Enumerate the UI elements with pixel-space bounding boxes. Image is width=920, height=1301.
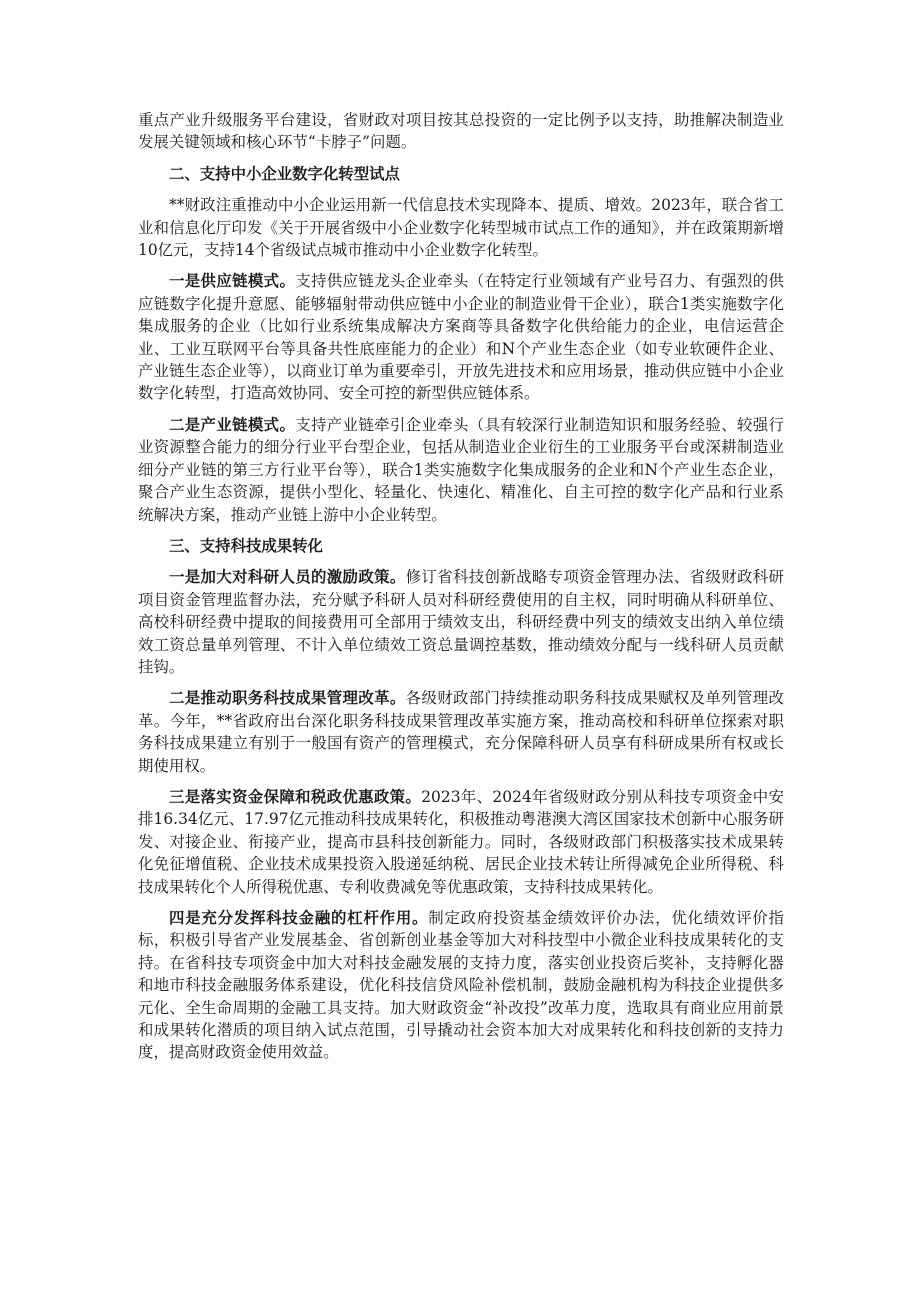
lead-ip-reform: 二是推动职务科技成果管理改革。 (169, 689, 406, 708)
lead-industry-chain: 二是产业链模式。 (169, 415, 296, 434)
paragraph-researcher-incentives (138, 566, 784, 678)
body-ip-reform: 各级财政部门持续推动职务科技成果赋权及单列管理改革。今年，**省政府出台深化职务科技成果管理改革实施方案，推动高校和科研单位探索对职务科技成果建立有别于一般国有资产的管理模式，充分保障科研人员享有科研成果所有权或长期使用权。 (138, 689, 784, 775)
lead-researcher-incentives: 一是加大对科研人员的激励政策。 (169, 568, 406, 587)
paragraph-funding-tax (138, 786, 784, 898)
body-industry-chain: 支持产业链牵引企业牵头（具有较深行业制造知识和服务经验、较强行业资源整合能力的细分行业平台型企业，包括从制造业企业衍生的工业服务平台或深耕制造业细分产业链的第三方行业平台等），联合1类实施数字化集成服务的企业和N个产业生态企业，聚合产业生态资源，提供小型化、轻量化、快速化、精准化、自主可控的数字化产品和行业系统解决方案，推动产业链上游中小企业转型。 (138, 415, 784, 524)
document-page (138, 109, 784, 1064)
section-heading-3: 三、支持科技成果转化 (169, 536, 323, 555)
body-researcher-incentives: 修订省科技创新战略专项资金管理办法、省级财政科研项目资金管理监督办法，充分赋予科研人员对科研经费使用的自主权，同时明确从科研单位、高校科研经费中提取的间接费用可全部用于绩效支出，科研经费中列支的绩效支出纳入单位绩效工资总量单列管理、不计入单位绩效工资总量调控基数，推动绩效分配与一线科研人员贡献挂钩。 (138, 568, 784, 676)
body-funding-tax: 2023年、2024年省级财政分别从科技专项资金中安排16.34亿元、17.97亿元推动科技成果转化，积极推动粤港澳大湾区国家技术创新中心服务研发、对接企业、衔接产业，提高市县科技创新能力。同时，各级财政部门积极落实技术成果转化免征增值税、企业技术成果投资入股递延纳税、居民企业技术转让所得减免企业所得税、科技成果转化个人所得税优惠、专利收费减免等优惠政策，支持科技成果转化。 (138, 787, 784, 896)
section-heading-2: 二、支持中小企业数字化转型试点 (169, 164, 400, 183)
paragraph-ip-reform (138, 687, 784, 777)
paragraph-digital-transformation: **财政注重推动中小企业运用新一代信息技术实现降本、提质、增效。2023年，联合省工业和信息化厅印发《关于开展省级中小企业数字化转型城市试点工作的通知》，并在政策期新增10亿元，支持14个省级试点城市推动中小企业数字化转型。 (138, 196, 784, 260)
body-tech-finance: 制定政府投资基金绩效评价办法，优化绩效评价指标，积极引导省产业发展基金、省创新创业基金等加大对科技型中小微企业科技成果转化的支持。在省科技专项资金中加大对科技金融发展的支持力度，落实创业投资后奖补，支持孵化器和地市科技金融服务体系建设，优化科技信贷风险补偿机制，鼓励金融机构为科技企业提供多元化、全生命周期的金融工具支持。加大财政资金“补改投”改革力度，选取具有商业应用前景和成果转化潜质的项目纳入试点范围，引导撬动社会资本加大对成果转化和科技创新的支持力度，提高财政资金使用效益。 (138, 909, 784, 1062)
lead-supply-chain: 一是供应链模式。 (169, 272, 296, 291)
paragraph-industry-chain-mode (138, 414, 784, 526)
lead-funding-tax: 三是落实资金保障和税政优惠政策。 (169, 787, 422, 806)
lead-tech-finance: 四是充分发挥科技金融的杠杆作用。 (169, 909, 429, 927)
body-supply-chain: 支持供应链龙头企业牵头（在特定行业领域有产业号召力、有强烈的供应链数字化提升意愿、能够辐射带动供应链中小企业的制造业骨干企业），联合1类实施数字化集成服务的企业（比如行业系统集成解决方案商等具备数字化供给能力的企业，电信运营企业、工业互联网平台等具备共性底座能力的企业）和N个产业生态企业（如专业软硬件企业、产业链生态企业等），以商业订单为重要牵引，开放先进技术和应用场景，推动供应链中小企业数字化转型，打造高效协同、安全可控的新型供应链体系。 (138, 272, 784, 403)
paragraph-intro-continuation: 重点产业升级服务平台建设，省财政对项目按其总投资的一定比例予以支持，助推解决制造业发展关键领域和核心环节“卡脖子”问题。 (138, 111, 784, 152)
paragraph-supply-chain-mode (138, 270, 784, 404)
paragraph-tech-finance (138, 907, 784, 1064)
